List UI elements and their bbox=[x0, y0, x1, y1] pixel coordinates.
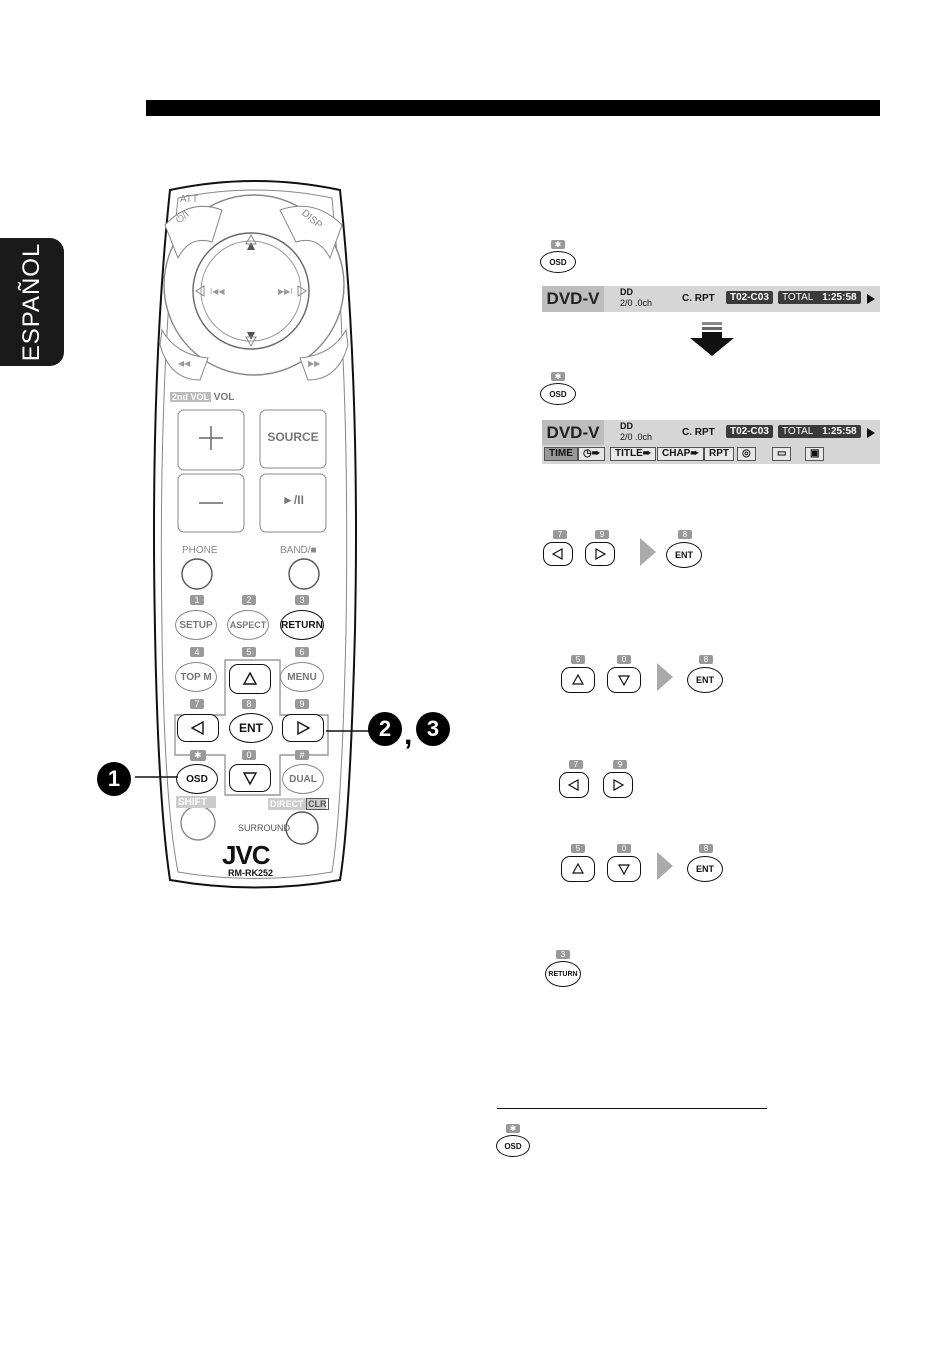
menu-clock-icon: ◷➨ bbox=[578, 447, 605, 461]
surround-label: SURROUND bbox=[238, 823, 291, 833]
separator-line bbox=[497, 1108, 767, 1109]
key9-label-2: 9 bbox=[613, 760, 627, 769]
display1-repeat: C. RPT bbox=[682, 293, 715, 304]
key8-label-3: 8 bbox=[699, 844, 713, 853]
play-icon bbox=[867, 294, 875, 304]
key9-label: 9 bbox=[595, 530, 609, 539]
dvd-display-1 bbox=[542, 286, 880, 312]
menu-chap-label: CHAP bbox=[662, 448, 691, 459]
key7-label-2: 7 bbox=[569, 760, 583, 769]
play-icon-2 bbox=[867, 428, 875, 438]
clr-label: CLR bbox=[308, 799, 327, 809]
down-arrow-icon bbox=[688, 322, 736, 358]
key-4-label: 4 bbox=[190, 647, 204, 657]
key5-label: 5 bbox=[571, 655, 585, 664]
display1-time: 1:25:58 bbox=[822, 292, 857, 303]
up-button[interactable] bbox=[229, 664, 271, 694]
key-5-label: 5 bbox=[242, 647, 256, 657]
volume-up-button[interactable] bbox=[178, 412, 242, 468]
power-button[interactable]: ⏻/I bbox=[174, 208, 192, 227]
display1-total-label: TOTAL bbox=[782, 292, 814, 303]
key7-label: 7 bbox=[553, 530, 567, 539]
menu-rpt: RPT bbox=[704, 447, 734, 461]
menu-button[interactable]: MENU bbox=[280, 662, 324, 692]
vol-label: VOL bbox=[213, 392, 235, 403]
ent-key-icon-3: ENT bbox=[687, 856, 723, 882]
return-key-icon: RETURN bbox=[545, 961, 581, 987]
menu-time: TIME bbox=[544, 447, 578, 461]
svg-text:◀◀: ◀◀ bbox=[178, 359, 191, 368]
star-label-2: ✱ bbox=[551, 372, 566, 381]
dvd-display-2 bbox=[542, 420, 880, 464]
display2-channels: 2/0 .0ch bbox=[620, 432, 653, 442]
key0-label: 0 bbox=[617, 655, 631, 664]
svg-text:▶▶I: ▶▶I bbox=[278, 287, 293, 296]
display2-repeat: C. RPT bbox=[682, 427, 715, 438]
callout-leader-lines bbox=[130, 725, 380, 785]
osd-key-icon-3: OSD bbox=[496, 1135, 530, 1157]
osd-button[interactable]: OSD bbox=[176, 764, 218, 794]
star-label-3: ✱ bbox=[506, 1124, 521, 1133]
phone-hangup-button[interactable] bbox=[289, 560, 319, 590]
phone-answer-button[interactable] bbox=[183, 560, 213, 590]
display2-time: 1:25:58 bbox=[822, 426, 857, 437]
menu-subtitle-icon: ▭ bbox=[772, 447, 791, 461]
key-star-label: ✱ bbox=[190, 750, 206, 761]
svg-text:▶▶: ▶▶ bbox=[308, 359, 321, 368]
setup-button[interactable]: SETUP bbox=[175, 610, 217, 640]
key5-label-2: 5 bbox=[571, 844, 585, 853]
display2-audio-format: DD bbox=[620, 421, 633, 431]
key-hash-label: # bbox=[295, 750, 309, 760]
disp-button[interactable]: DISP bbox=[299, 207, 325, 232]
att-label: ATT bbox=[180, 194, 199, 205]
phone-label: PHONE bbox=[182, 545, 218, 556]
next-arrow-icon bbox=[640, 538, 656, 566]
up-arrow-icon bbox=[242, 671, 258, 687]
ent-key-icon-2: ENT bbox=[687, 667, 723, 693]
aspect-button[interactable]: ASPECT bbox=[227, 610, 269, 640]
footnote-osd-key bbox=[496, 1124, 530, 1157]
callout-3: 3 bbox=[416, 712, 450, 746]
next-arrow-icon-2 bbox=[657, 663, 673, 691]
right-key-icon-2 bbox=[603, 772, 633, 798]
star-label: ✱ bbox=[551, 240, 566, 249]
menu-angle-icon: ▣ bbox=[805, 447, 824, 461]
right-key-icon bbox=[585, 542, 615, 566]
key-0-label: 0 bbox=[242, 750, 256, 760]
brand-logo: JVC bbox=[222, 840, 270, 870]
language-label: ESPAÑOL bbox=[18, 242, 45, 362]
key-1-label: 1 bbox=[190, 595, 204, 605]
up-key-icon bbox=[561, 667, 595, 693]
menu-title-label: TITLE bbox=[615, 448, 643, 459]
top-menu-button[interactable]: TOP M bbox=[175, 662, 217, 692]
osd-key-icon-2: OSD bbox=[540, 383, 576, 405]
display1-audio-format: DD bbox=[620, 287, 633, 297]
display1-source: DVD-V bbox=[542, 286, 604, 312]
key8-label-2: 8 bbox=[699, 655, 713, 664]
key-9-label: 9 bbox=[295, 699, 309, 709]
down-key-icon bbox=[607, 667, 641, 693]
key-6-label: 6 bbox=[295, 647, 309, 657]
language-tab bbox=[0, 238, 64, 366]
header-bar bbox=[146, 100, 880, 116]
key-3-label: 3 bbox=[295, 595, 309, 605]
callout-2: 2 bbox=[368, 712, 402, 746]
enter-button[interactable]: ENT bbox=[229, 713, 273, 743]
key3-label: 3 bbox=[556, 950, 570, 959]
display2-source: DVD-V bbox=[542, 420, 604, 445]
surround-button[interactable] bbox=[286, 812, 318, 844]
dual-button[interactable]: DUAL bbox=[282, 764, 324, 794]
menu-title: TITLE➨ bbox=[610, 447, 656, 461]
up-key-icon-2 bbox=[561, 856, 595, 882]
second-vol-label: 2nd VOL bbox=[172, 392, 210, 402]
display1-track: T02-C03 bbox=[726, 291, 773, 304]
key8-label: 8 bbox=[678, 530, 692, 539]
key-8-label: 8 bbox=[242, 699, 256, 709]
return-button[interactable]: RETURN bbox=[280, 610, 324, 640]
ent-key-icon: ENT bbox=[666, 542, 702, 568]
menu-audio-icon: ◎ bbox=[737, 447, 756, 461]
callout-1: 1 bbox=[97, 762, 131, 796]
direct-label: DIRECT bbox=[270, 799, 304, 809]
next-arrow-icon-3 bbox=[657, 852, 673, 880]
step1-osd-key bbox=[540, 240, 576, 273]
shift-label: SHIFT bbox=[178, 797, 207, 808]
callout-comma: , bbox=[404, 718, 413, 751]
step-return-key bbox=[545, 950, 581, 987]
menu-chap: CHAP➨ bbox=[657, 447, 704, 461]
key0-label-2: 0 bbox=[617, 844, 631, 853]
play-pause-button[interactable]: ►/II bbox=[282, 493, 304, 507]
key-7-label: 7 bbox=[190, 699, 204, 709]
svg-text:I◀◀: I◀◀ bbox=[210, 287, 225, 296]
key-2-label: 2 bbox=[242, 595, 256, 605]
volume-down-button[interactable] bbox=[178, 476, 242, 530]
remote-control bbox=[150, 180, 360, 900]
shift-button[interactable] bbox=[181, 806, 215, 840]
left-key-icon bbox=[543, 542, 573, 566]
down-key-icon-2 bbox=[607, 856, 641, 882]
display2-track: T02-C03 bbox=[726, 425, 773, 438]
display2-total-label: TOTAL bbox=[782, 426, 814, 437]
left-key-icon-2 bbox=[559, 772, 589, 798]
source-button[interactable]: SOURCE bbox=[267, 430, 319, 444]
osd-key-icon: OSD bbox=[540, 251, 576, 273]
display1-channels: 2/0 .0ch bbox=[620, 298, 653, 308]
step2-osd-key bbox=[540, 372, 576, 405]
model-label: RM-RK252 bbox=[228, 868, 274, 878]
band-label: BAND/■ bbox=[280, 545, 317, 556]
